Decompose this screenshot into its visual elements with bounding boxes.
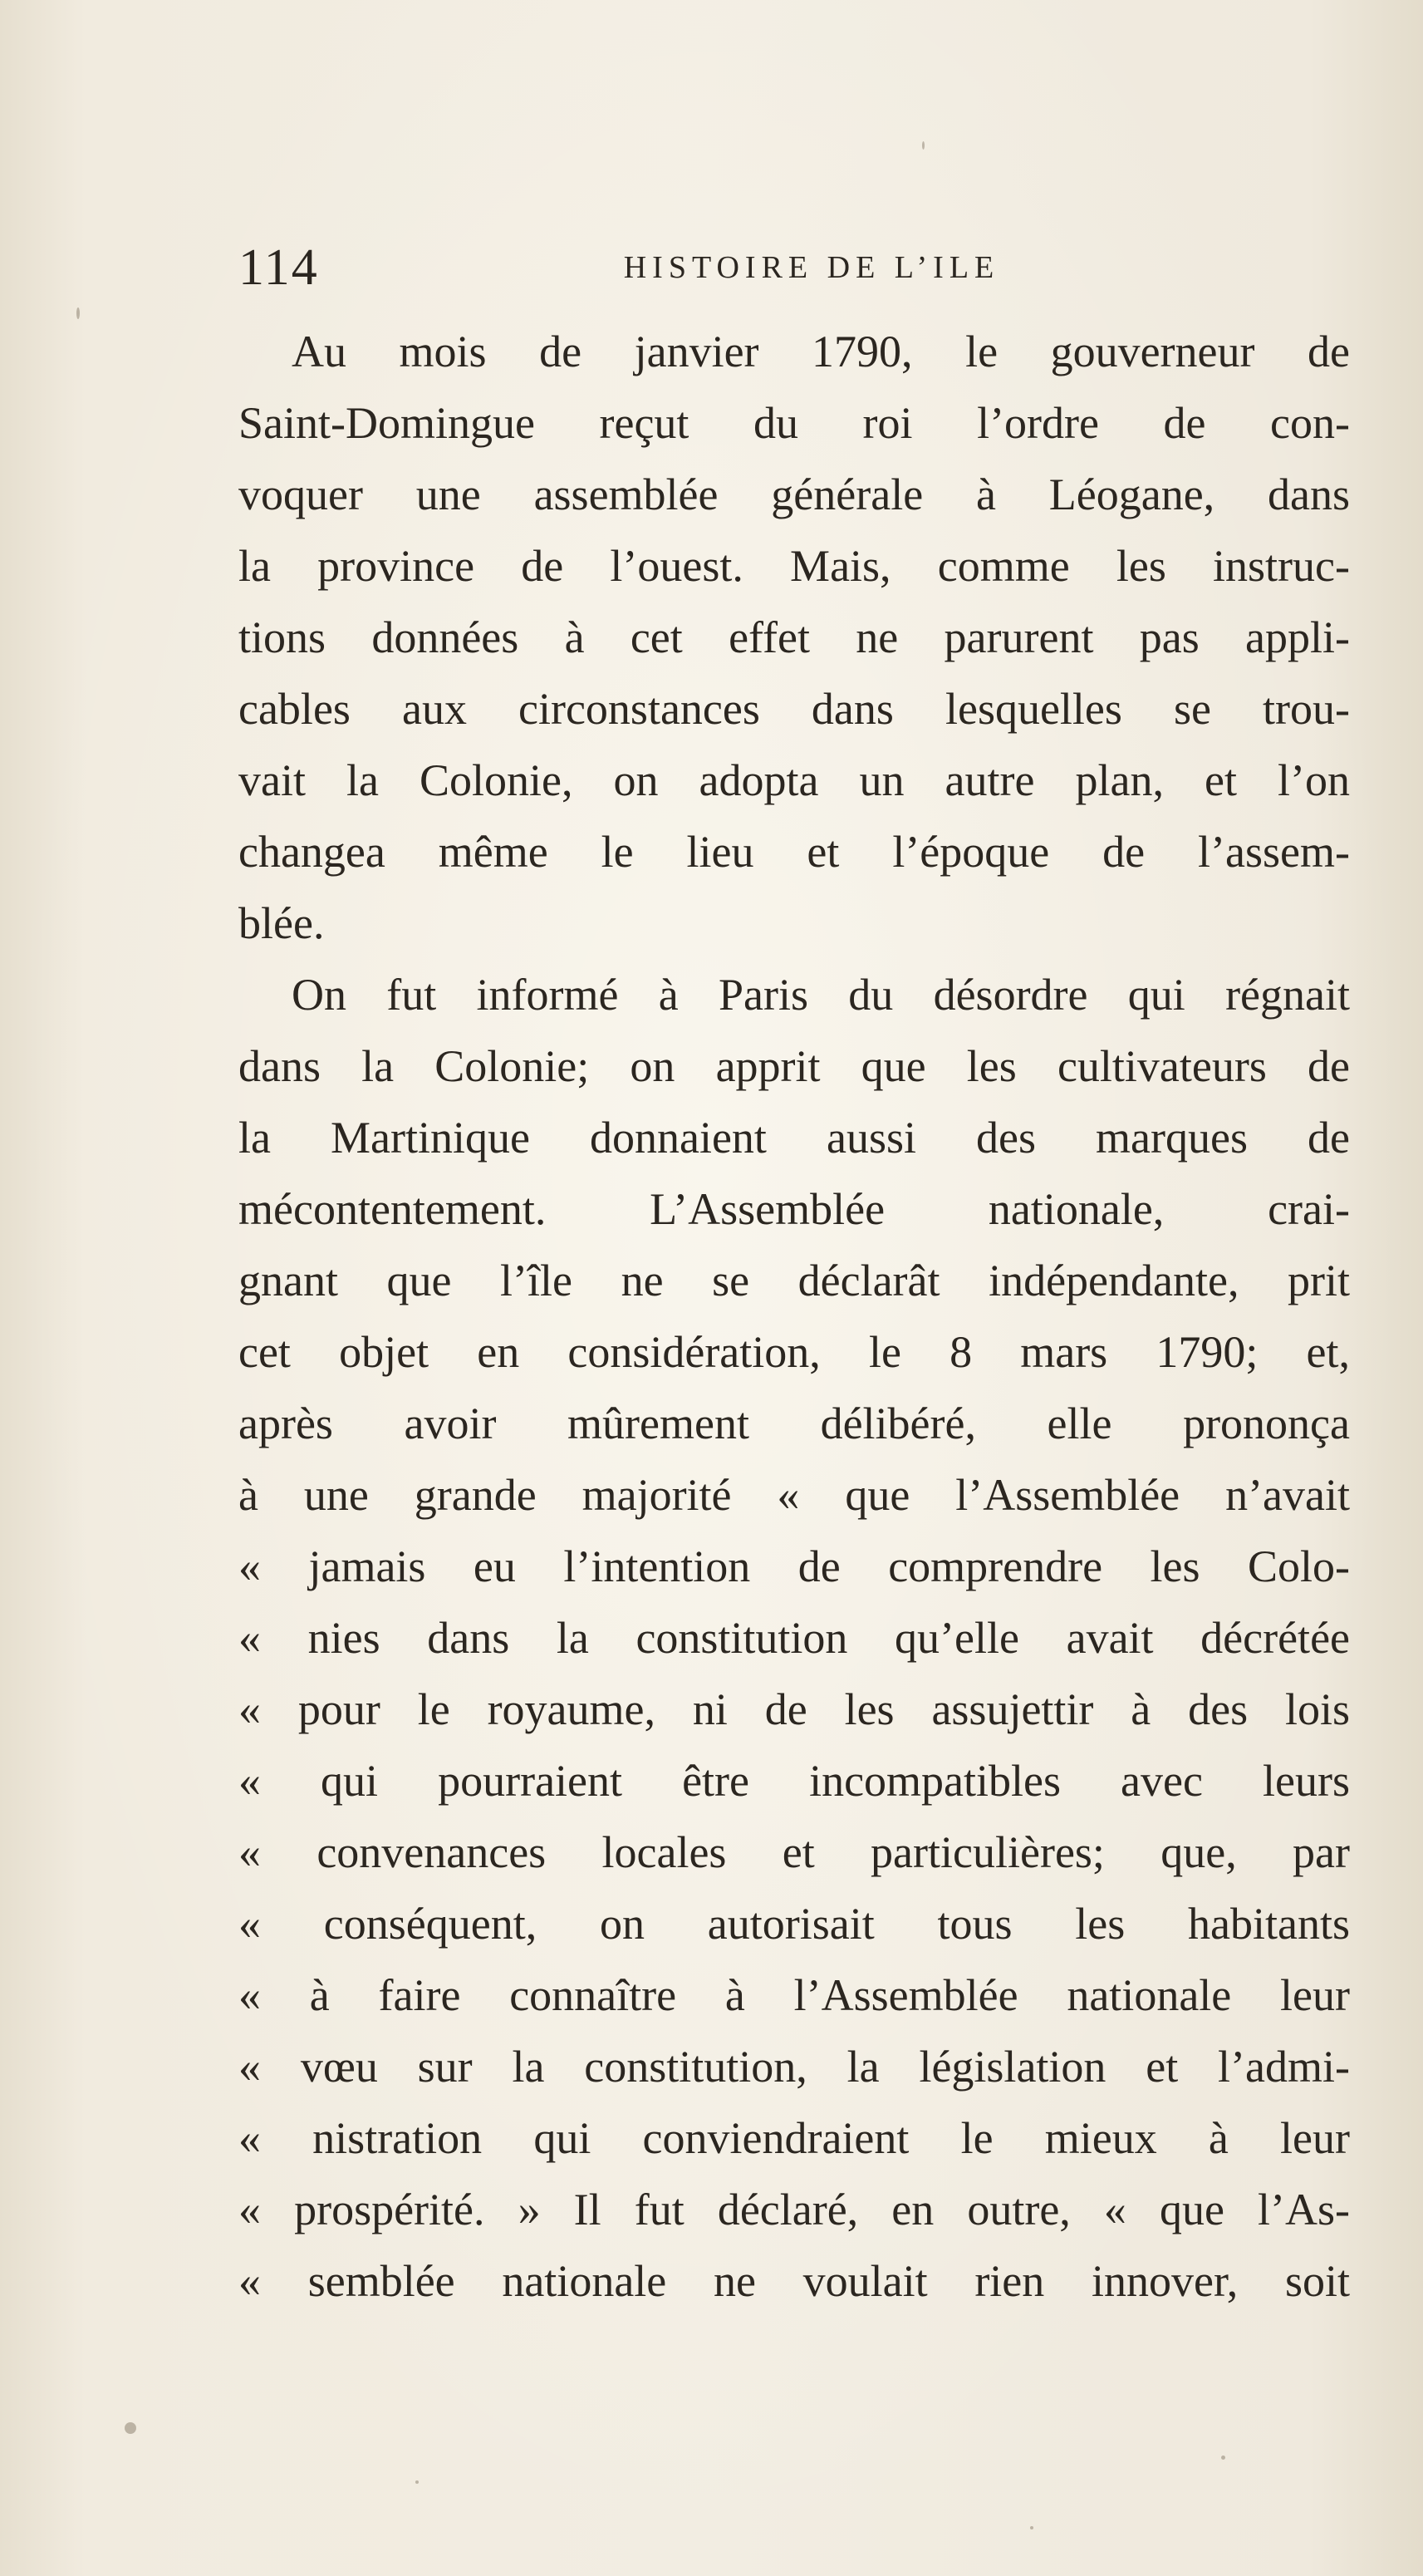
text-line: cables aux circonstances dans lesquelles se trou- <box>238 684 1350 734</box>
text-line: la province de l’ouest. Mais, comme les instruc- <box>238 541 1350 591</box>
text-line: « jamais eu l’intention de comprendre les Colo- <box>238 1541 1350 1591</box>
text-line: à une grande majorité « que l’Assemblée n’avait <box>238 1470 1350 1520</box>
text-line: « vœu sur la constitution, la législation et l’admi- <box>238 2042 1350 2092</box>
text-line: « convenances locales et particulières; que, par <box>238 1827 1350 1877</box>
text-line: mécontentement. L’Assemblée nationale, crai- <box>238 1184 1350 1234</box>
text-line: vait la Colonie, on adopta un autre plan, et l’on <box>238 755 1350 805</box>
text-line: dans la Colonie; on apprit que les cultivateurs de <box>238 1041 1350 1091</box>
text-line: « pour le royaume, ni de les assujettir à des lois <box>238 1684 1350 1734</box>
text-line: « conséquent, on autorisait tous les habitants <box>238 1899 1350 1949</box>
paper-speck <box>922 141 925 150</box>
paper-speck <box>1030 2526 1033 2529</box>
text-line: voquer une assemblée générale à Léogane, dans <box>238 469 1350 519</box>
paper-speck <box>125 2422 136 2434</box>
text-line: changea même le lieu et l’époque de l’assem- <box>238 827 1350 877</box>
paper-speck <box>415 2480 419 2484</box>
body-text <box>238 316 1350 2317</box>
text-line: après avoir mûrement délibéré, elle prononça <box>238 1399 1350 1448</box>
text-line: « semblée nationale ne voulait rien innover, soit <box>238 2256 1350 2306</box>
text-line: On fut informé à Paris du désordre qui régnait <box>292 970 1350 1020</box>
text-line: « à faire connaître à l’Assemblée nationale leur <box>238 1970 1350 2020</box>
page-header <box>238 234 1343 301</box>
text-line: Au mois de janvier 1790, le gouverneur de <box>292 327 1350 376</box>
paper-speck <box>76 307 80 319</box>
text-line: « nistration qui conviendraient le mieux à leur <box>238 2113 1350 2163</box>
paper-speck <box>1221 2456 1225 2460</box>
text-line: la Martinique donnaient aussi des marques de <box>238 1113 1350 1163</box>
text-line: « prospérité. » Il fut déclaré, en outre, « que l’As- <box>238 2185 1350 2234</box>
text-line: cet objet en considération, le 8 mars 1790; et, <box>238 1327 1350 1377</box>
running-head: HISTOIRE DE L’ILE <box>623 250 1000 285</box>
text-line: blée. <box>238 898 325 948</box>
text-line: tions données à cet effet ne parurent pas appli- <box>238 612 1350 662</box>
text-line: « qui pourraient être incompatibles avec leurs <box>238 1756 1350 1806</box>
page-number: 114 <box>238 239 319 296</box>
text-line: gnant que l’île ne se déclarât indépendante, prit <box>238 1256 1350 1305</box>
text-line: Saint-Domingue reçut du roi l’ordre de con- <box>238 398 1350 448</box>
text-line: « nies dans la constitution qu’elle avait décrétée <box>238 1613 1350 1663</box>
